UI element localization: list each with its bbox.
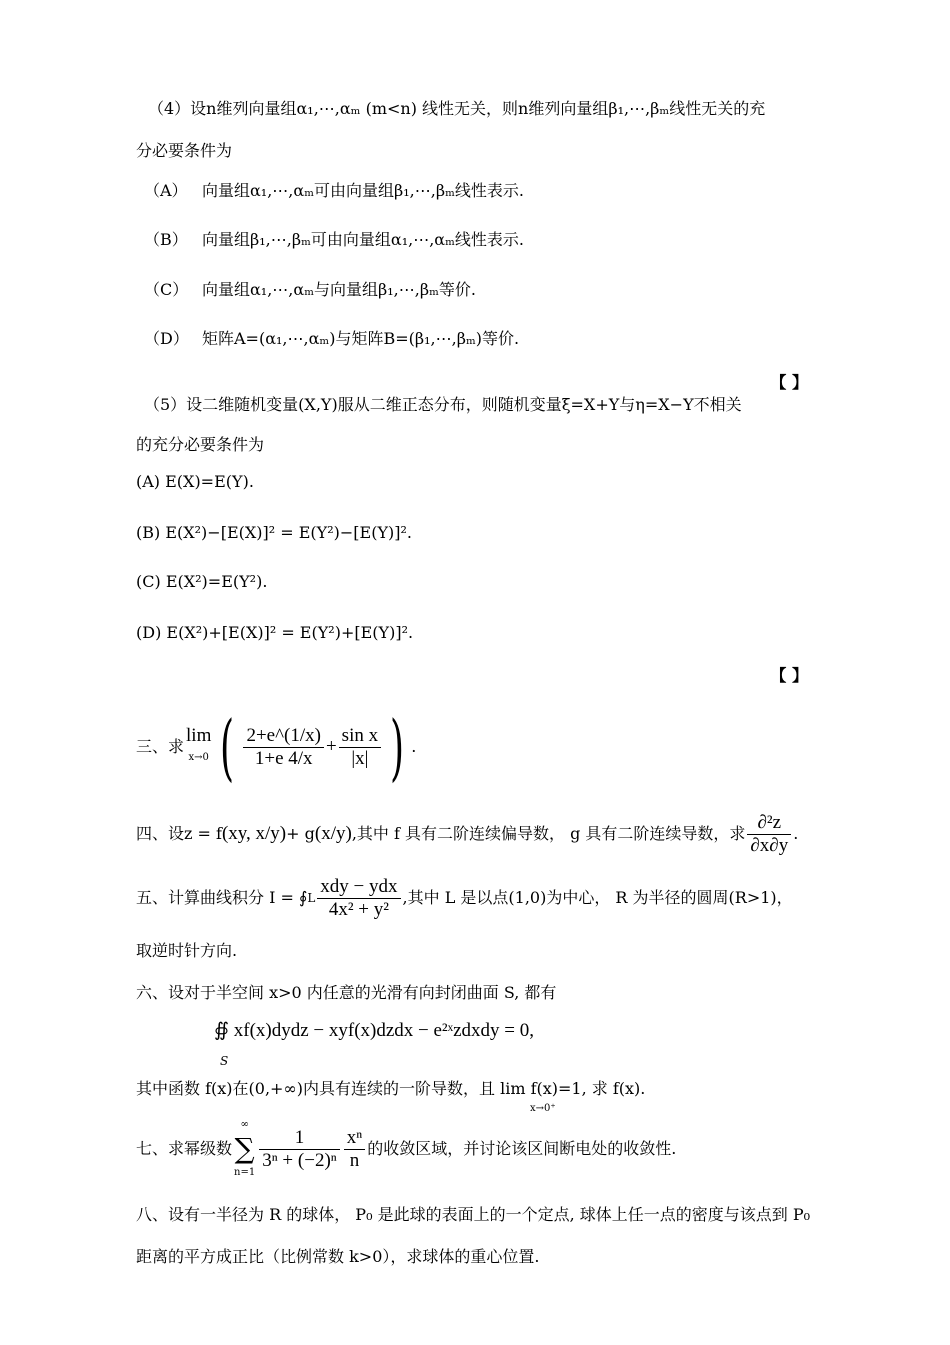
q7-line <box>136 1120 676 1178</box>
q5b-frac <box>317 876 400 921</box>
lim-text: lim <box>186 725 212 746</box>
q7-num2: xⁿ <box>344 1127 365 1150</box>
q5-option-c: (C) E(X²)=E(Y²). <box>136 572 268 591</box>
q7-frac2 <box>344 1127 365 1172</box>
q7-num: 1 <box>259 1127 340 1150</box>
q4-option-c <box>144 279 476 301</box>
q5b-text2: ,其中 L 是以点(1,0)为中心， R 为半径的圆周(R>1)， <box>402 888 793 907</box>
q4-a-text: 向量组α₁,⋯,αₘ可由向量组β₁,⋯,βₘ线性表示. <box>202 181 524 200</box>
q3-frac1 <box>243 725 324 770</box>
q4-d-text: 矩阵A=(α₁,⋯,αₘ)与矩阵B=(β₁,⋯,βₘ)等价. <box>202 329 520 348</box>
q5b-num: xdy − ydx <box>317 876 400 899</box>
q4-line2: 分必要条件为 <box>136 141 233 160</box>
q4-c-label: （C） <box>144 280 189 299</box>
sigma-operator <box>234 1114 255 1184</box>
q7-den2: n <box>349 1149 360 1171</box>
q4-b-label: （B） <box>144 230 188 249</box>
q6-line3: 其中函数 f(x)在(0,+∞)内具有连续的一阶导数，且 lim f(x)=1, 求 f(x). <box>136 1079 646 1098</box>
q4-option-a <box>144 180 524 202</box>
q4-line1: （4）设n维列向量组α₁,⋯,αₘ (m<n) 线性无关，则n维列向量组β₁,⋯,βₘ线性无关的充 <box>148 99 766 118</box>
q5b-sub: L <box>307 891 316 905</box>
q5b-text1: 五、计算曲线积分 I = ∮ <box>136 888 308 907</box>
q5-option-b: (B) E(X²)−[E(X)]² = E(Y²)−[E(Y)]². <box>136 523 412 542</box>
q5b-line <box>136 872 793 924</box>
q4-answer-bracket: 【 】 <box>770 373 808 392</box>
q5b-line2: 取逆时针方向. <box>136 941 238 960</box>
q4-d-label: （D） <box>144 329 189 348</box>
q3-den2: |x| <box>351 747 369 769</box>
q4b-line <box>136 806 798 862</box>
q4-b-text: 向量组β₁,⋯,βₘ可由向量组α₁,⋯,αₘ线性表示. <box>202 230 524 249</box>
q4-option-b <box>144 229 524 251</box>
q4b-dden: ∂x∂y <box>750 834 789 856</box>
q4b-end: . <box>793 824 799 843</box>
q4-option-d <box>144 328 519 350</box>
sigma-top: ∞ <box>240 1119 249 1130</box>
q4b-dnum: ∂²z <box>747 812 791 835</box>
q4-c-text: 向量组α₁,⋯,αₘ与向量组β₁,⋯,βₘ等价. <box>202 280 476 299</box>
q5-answer-bracket: 【 】 <box>770 666 808 685</box>
q5b-den: 4x² + y² <box>328 898 389 920</box>
q7-den: 3ⁿ + (−2)ⁿ <box>262 1149 337 1171</box>
q3-limit <box>136 702 416 792</box>
q4b-args: (xy, x/y) <box>221 823 287 844</box>
sigma-icon: ∑ <box>234 1132 255 1165</box>
q4b-text1: 四、设z = f <box>136 824 222 843</box>
right-paren: ) <box>390 705 405 789</box>
q7-text1: 七、求幂级数 <box>136 1139 233 1158</box>
q3-label: 三、求 <box>136 737 185 756</box>
q5-option-d: (D) E(X²)+[E(X)]² = E(Y²)+[E(Y)]². <box>136 623 414 642</box>
q6-formula <box>214 1020 535 1068</box>
lim-sub: x→0 <box>188 752 209 763</box>
q4b-text2: + g <box>286 824 315 843</box>
sigma-bottom: n=1 <box>234 1167 256 1178</box>
q6-limsub: x→0⁺ <box>530 1103 556 1114</box>
q8-line1: 八、设有一半径为 R 的球体， P₀ 是此球的表面上的一个定点, 球体上任一点的密度与该点到 P₀ <box>136 1205 811 1224</box>
q4b-text3: ,其中 f 具有二阶连续偏导数， g 具有二阶连续导数，求 <box>351 824 746 843</box>
q4-a-label: （A） <box>144 181 188 200</box>
q3-den1: 1+e 4/x <box>254 747 313 769</box>
q5-line1: （5）设二维随机变量(X,Y)服从二维正态分布，则随机变量ξ=X+Y与η=X−Y不相关 <box>144 395 742 414</box>
q5-line2: 的充分必要条件为 <box>136 435 265 454</box>
q6-line1: 六、设对于半空间 x>0 内任意的光滑有向封闭曲面 S, 都有 <box>136 983 557 1002</box>
plus-sign: + <box>325 736 337 757</box>
q3-num2: sin x <box>339 725 381 748</box>
q7-text2: 的收敛区域，并讨论该区间断电处的收敛性. <box>367 1139 677 1158</box>
q7-frac1 <box>259 1127 340 1172</box>
q5-option-a: (A) E(X)=E(Y). <box>136 472 254 491</box>
left-paren: ( <box>220 705 235 789</box>
q8-line2: 距离的平方成正比（比例常数 k>0），求球体的重心位置. <box>136 1247 540 1266</box>
q6-formula-text: ∯ xf(x)dydz − xyf(x)dzdx − e²ˣzdxdy = 0, <box>214 1020 535 1041</box>
q3-frac2 <box>339 725 381 770</box>
q3-num1: 2+e^(1/x) <box>243 725 324 748</box>
q4b-args2: (x/y) <box>314 823 352 844</box>
lim-operator <box>186 725 211 769</box>
q3-end: . <box>411 737 417 756</box>
q6-formula-sub: S <box>220 1054 229 1068</box>
q4b-derivative <box>747 812 791 857</box>
